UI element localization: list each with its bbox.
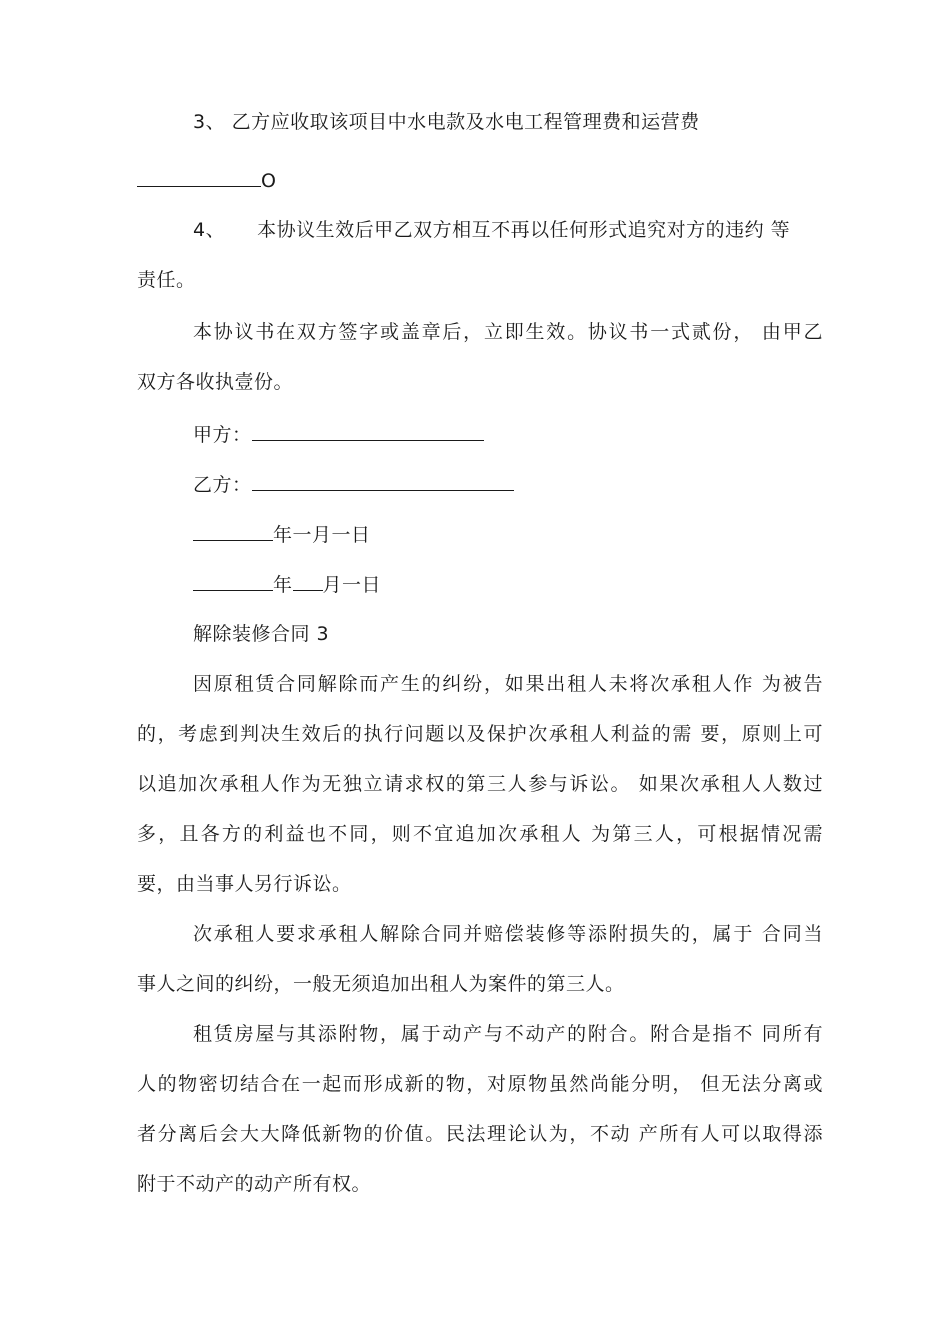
date2-tail: 月一日 <box>322 574 382 596</box>
blank-underline <box>137 168 261 187</box>
effect-line1: 本协议书在双方签字或盖章后，立即生效。协议书一式贰份， 由甲乙 <box>193 321 823 343</box>
year-blank <box>193 522 273 541</box>
date-line-1 <box>193 522 371 547</box>
para3-line: 人的物密切结合在一起而形成新的物，对原物虽然尚能分明， 但无法分离或 <box>137 1073 823 1095</box>
item4-number: 4、 <box>193 219 226 241</box>
para3-line: 者分离后会大大降低新物的价值。民法理论认为，不动 产所有人可以取得添 <box>137 1123 823 1145</box>
date1-text: 年一月一日 <box>273 524 371 546</box>
para1-line: 多，且各方的利益也不同，则不宜追加次承租人 为第三人，可根据情况需 <box>137 823 823 845</box>
para2-line: 次承租人要求承租人解除合同并赔偿装修等添附损失的，属于 合同当 <box>193 923 823 945</box>
month-blank <box>293 572 323 591</box>
date2-year: 年 <box>273 574 293 596</box>
para1-line: 因原租赁合同解除而产生的纠纷，如果出租人未将次承租人作 为被告 <box>193 673 823 695</box>
para1-line: 要，由当事人另行诉讼。 <box>137 873 352 895</box>
party-b-label: 乙方： <box>193 474 252 496</box>
item3-line1: 3、 乙方应收取该项目中水电款及水电工程管理费和运营费 <box>193 111 700 133</box>
item4-line1 <box>193 218 790 242</box>
para2-line: 事人之间的纠纷，一般无须追加出租人为案件的第三人。 <box>137 973 625 995</box>
party-b-signature <box>193 472 514 497</box>
para3-line: 附于不动产的动产所有权。 <box>137 1173 372 1195</box>
party-a-label: 甲方： <box>193 424 252 446</box>
party-a-blank <box>252 422 484 441</box>
item4-line2: 责任。 <box>137 269 196 291</box>
item4-text: 本协议生效后甲乙双方相互不再以任何形式追究对方的违约 等 <box>257 219 791 241</box>
date-line-2 <box>193 572 381 597</box>
party-a-signature <box>193 422 484 447</box>
para3-line: 租赁房屋与其添附物，属于动产与不动产的附合。附合是指不 同所有 <box>193 1023 823 1045</box>
party-b-blank <box>252 472 514 491</box>
section-title: 解除装修合同 3 <box>193 623 330 645</box>
year-blank <box>193 572 273 591</box>
item3-line2 <box>137 168 276 193</box>
effect-line2: 双方各收执壹份。 <box>137 371 294 393</box>
item3-tail: O <box>261 170 277 192</box>
para1-line: 的，考虑到判决生效后的执行问题以及保护次承租人利益的需 要，原则上可 <box>137 723 823 745</box>
para1-line: 以追加次承租人作为无独立请求权的第三人参与诉讼。 如果次承租人人数过 <box>137 773 823 795</box>
